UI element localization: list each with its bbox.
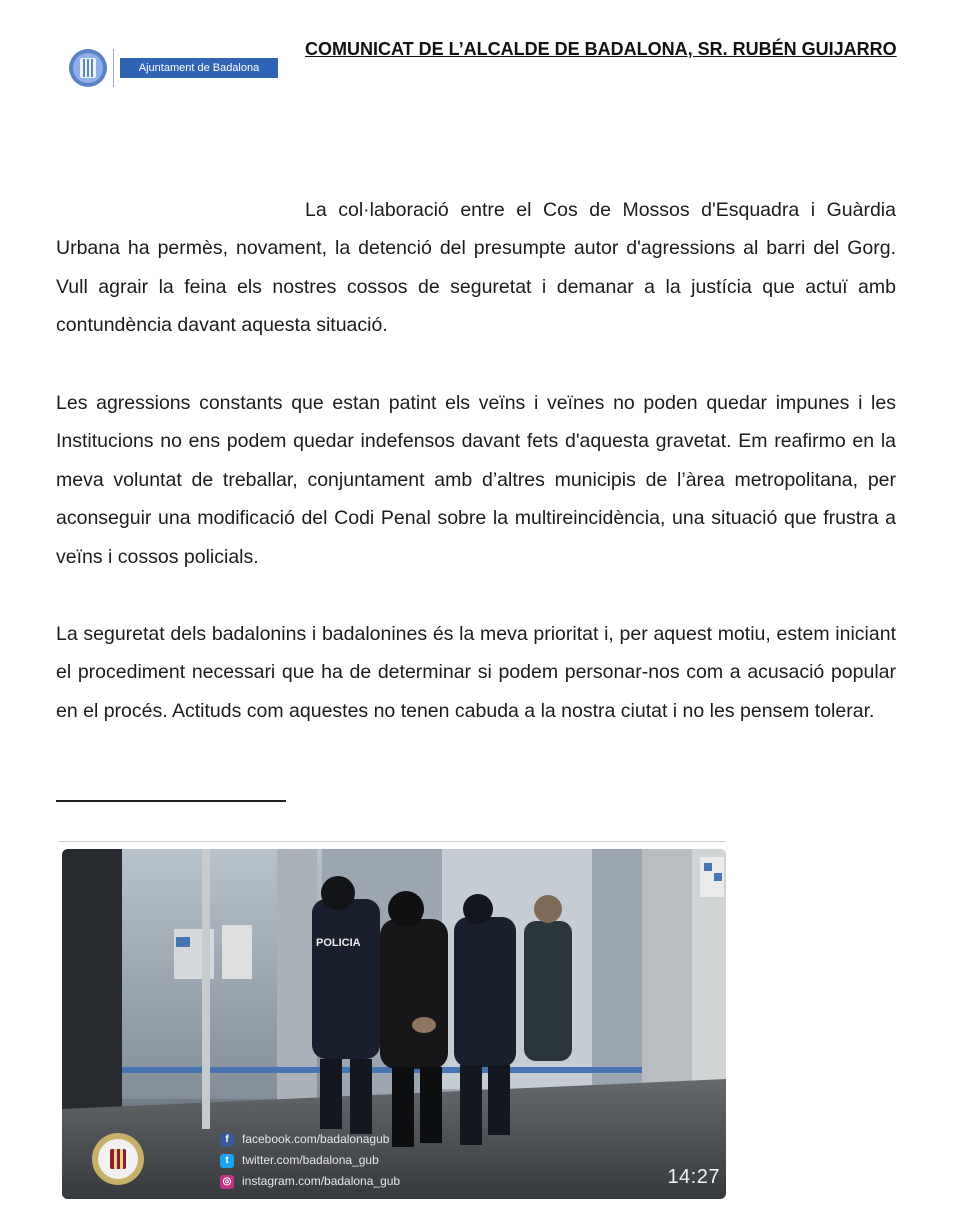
logo-label: Ajuntament de Badalona [120,58,278,78]
twitter-icon: t [220,1154,234,1168]
paragraph-2: Les agressions constants que estan patint els veïns i veïnes no poden quedar impunes i les Institucions no ens podem quedar indefensos davant fets d'aquesta gravetat. Em reafirmo en la meva voluntat de treballar, conjuntament amb d’altres municipis de l’àrea metropolitana, per aconseguir una modificació del Codi Penal sobre la multireincidència, una situació que frustra a veïns i cossos policials. [56,392,896,568]
facebook-icon: f [220,1133,234,1147]
facebook-link[interactable]: f facebook.com/badalonagub [220,1131,389,1147]
paragraph-3: La seguretat dels badalonins i badalonines és la meva prioritat i, per aquest motiu, estem iniciant el procediment necessari que ha de determinar si podem personar-nos com a acusació popular en el procés. Actituds com aquestes no tenen cabuda a la nostra ciutat i no les pensem tolerar. [56,623,896,722]
twitter-link[interactable]: t twitter.com/badalona_gub [220,1152,379,1168]
photo-divider [58,841,726,842]
police-label: POLICIA [316,937,361,949]
city-seal-icon [68,47,108,89]
instagram-link[interactable]: ◎ instagram.com/badalona_gub [220,1173,400,1189]
instagram-icon: ◎ [220,1175,234,1189]
ajuntament-logo [68,47,280,89]
arrest-photo [62,849,726,1199]
document-title: COMUNICAT DE L’ALCALDE DE BADALONA, SR. RUBÉN GUIJARRO [305,39,897,59]
paragraph-1: La col·laboració entre el Cos de Mossos d'Esquadra i Guàrdia Urbana ha permès, novament, la detenció del presumpte autor d'agressions al barri del Gorg. Vull agrair la feina els nostres cossos de seguretat i demanar a la justícia que actuï amb contundència davant aquesta situació. [56,199,896,337]
logo-divider [113,49,114,87]
signature-line [56,800,286,802]
video-timestamp: 14:27 [667,1166,720,1188]
arrest-scene-illustration [62,849,726,1199]
